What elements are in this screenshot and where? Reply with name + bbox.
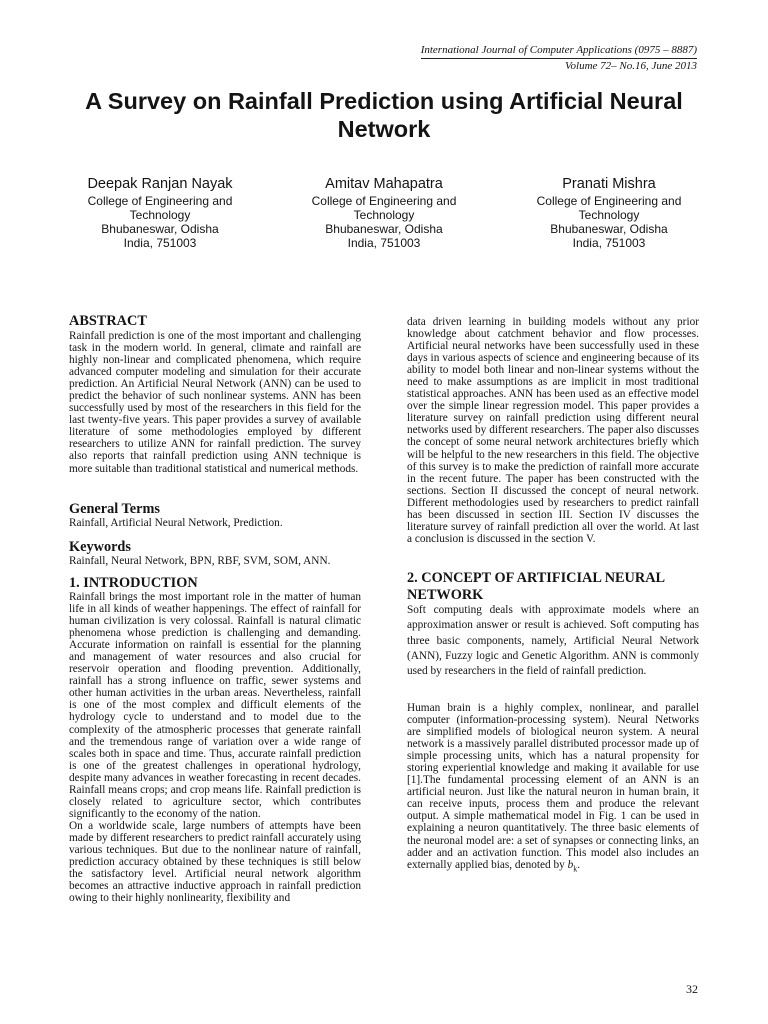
keywords-heading: Keywords bbox=[69, 539, 131, 555]
sentence-end: . bbox=[577, 858, 581, 871]
general-terms-section bbox=[69, 517, 361, 530]
author-country: India, 751003 bbox=[347, 236, 421, 250]
author-city: Bhubaneswar, Odisha bbox=[101, 222, 219, 236]
intro-continued bbox=[407, 316, 699, 545]
concept-paragraph-1: Soft computing deals with approximate models where an approximation answer or result is achieved. Soft computing has three basic components, namely, Artificial Neural Network (ANN), Fuzzy logic and Genetic Algorithm. ANN is commonly used by researchers in the field of rainfall prediction. bbox=[407, 604, 699, 678]
keywords-section bbox=[69, 555, 361, 568]
author-city: Bhubaneswar, Odisha bbox=[325, 222, 443, 236]
abstract-section bbox=[69, 330, 361, 475]
keywords-body: Rainfall, Neural Network, BPN, RBF, SVM, SOM, ANN. bbox=[69, 555, 331, 567]
abstract-body: Rainfall prediction is one of the most important and challenging task in the modern world. In general, climate and rainfall are highly non-linear and complicated phenomena, which require advanced computer modeling and simulation for their accurate prediction. An Artificial Neural Network (ANN) can be used to predict the behavior of such nonlinear systems. ANN has been successfully used by most of the researchers in this field for the last twenty-five years. This paper provides a survey of available literature of some methodologies employed by different researchers to utilize ANN for rainfall prediction. The survey also reports that rainfall prediction using ANN technique is more suitable than traditional statistical and numerical methods. bbox=[69, 330, 361, 475]
author-name: Deepak Ranjan Nayak bbox=[87, 176, 233, 192]
concept-section bbox=[407, 603, 699, 679]
author-block-3 bbox=[499, 175, 719, 250]
author-affiliation: College of Engineering and bbox=[311, 194, 457, 208]
general-terms-heading: General Terms bbox=[69, 501, 160, 517]
author-country: India, 751003 bbox=[572, 236, 646, 250]
paper-title: A Survey on Rainfall Prediction using Artificial Neural Network bbox=[85, 88, 683, 142]
author-affiliation: Technology bbox=[578, 208, 640, 222]
author-country: India, 751003 bbox=[123, 236, 197, 250]
author-affiliation: Technology bbox=[129, 208, 191, 222]
keywords-heading-wrap bbox=[69, 539, 131, 556]
journal-header bbox=[421, 44, 697, 73]
abstract-heading: ABSTRACT bbox=[69, 313, 147, 329]
author-block-2 bbox=[274, 175, 494, 250]
author-block-1 bbox=[50, 175, 270, 250]
author-affiliation: College of Engineering and bbox=[536, 194, 682, 208]
general-terms-heading-wrap bbox=[69, 501, 160, 518]
author-affiliation: College of Engineering and bbox=[87, 194, 233, 208]
bias-subscript: k bbox=[573, 863, 578, 873]
abstract-heading-wrap bbox=[69, 313, 147, 330]
page-number: 32 bbox=[686, 982, 698, 996]
intro-paragraph-3: data driven learning in building models without any prior knowledge about catchment behavior and flow processes. Artificial neural networks have been successfully used in these days in various aspects of science and engineering because of its ability to model both linear and non-linear systems without the need to make assumptions as are implicit in most traditional statistical approaches. ANN has been used as an effective model over the simple linear regression model. This paper provides a literature survey on rainfall prediction using different neural networks used by different researchers. The paper also discusses the concept of some neural network architectures briefly which will be helpful to the new researchers in this field. The objective of this survey is to make the prediction of rainfall more accurate in the recent future. The paper has been constructed with the sections. Section II discussed the concept of neural network. Different methodologies used by researchers to predict rainfall has been discussed in section III. Section IV discusses the literature survey of rainfall prediction all over the world. At last a conclusion is discussed in the section V. bbox=[407, 316, 699, 545]
general-terms-body: Rainfall, Artificial Neural Network, Prediction. bbox=[69, 517, 283, 529]
author-name: Amitav Mahapatra bbox=[325, 176, 443, 192]
concept-heading-wrap bbox=[407, 570, 699, 603]
bias-symbol: b bbox=[567, 858, 574, 871]
journal-volume: Volume 72– No.16, June 2013 bbox=[565, 60, 697, 72]
author-affiliation: Technology bbox=[353, 208, 415, 222]
journal-name: International Journal of Computer Applications (0975 – 8887) bbox=[421, 44, 697, 59]
intro-heading: 1. INTRODUCTION bbox=[69, 575, 198, 591]
intro-paragraph-2: On a worldwide scale, large numbers of attempts have been made by different researchers to predict rainfall accurately using various techniques. But due to the nonlinear nature of rainfall, prediction accuracy obtained by these techniques is still below the satisfactory level. Artificial neural network algorithm becomes an attractive inductive approach in rainfall prediction owing to their highly nonlinearity, flexibility and bbox=[69, 819, 361, 905]
concept-heading: 2. CONCEPT OF ARTIFICIAL NEURAL NETWORK bbox=[407, 570, 665, 603]
concept-section-2 bbox=[407, 702, 699, 875]
author-name: Pranati Mishra bbox=[562, 176, 656, 192]
concept-paragraph-2-text: Human brain is a highly complex, nonlinear, and parallel computer (information-processing system). Neural Networks are simplified models of biological neuron system. A neural network is a massively parallel distributed processor made up of simple processing units, which has a natural propensity for storing experiential knowledge and making it available for use [1].The fundamental processing element of an ANN is an artificial neuron. Just like the natural neuron in human brain, it can receive inputs, process them and produce the relevant output. A simple mathematical model in Fig. 1 can be used in explaining a neuron quantitatively. The three basic elements of the neuronal model are: a set of synapses or connecting links, an adder and an activation function. This model also includes an externally applied bias, denoted by bbox=[407, 702, 699, 871]
author-city: Bhubaneswar, Odisha bbox=[550, 222, 668, 236]
intro-heading-wrap bbox=[69, 575, 198, 592]
intro-section bbox=[69, 591, 361, 904]
intro-paragraph-1: Rainfall brings the most important role in the matter of human life in all kinds of weather happenings. The effect of rainfall for human civilization is very colossal. Rainfall is natural climatic phenomena whose prediction is challenging and demanding. Accurate information on rainfall is essential for the planning and management of water resources and also crucial for reservoir operation and flooding prevention. Additionally, rainfall has a strong influence on traffic, sewer systems and other human activities in the urban areas. Nevertheless, rainfall is one of the most complex and difficult elements of the hydrology cycle to understand and to model due to the complexity of the atmospheric processes that generate rainfall and the tremendous range of variation over a wide range of scales both in space and time. Thus, accurate rainfall prediction is one of the greatest challenges in operational hydrology, despite many advances in weather forecasting in recent decades. Rainfall means crops; and crop means life. Rainfall prediction is closely related to agriculture sector, which contributes significantly to the economy of the nation. bbox=[69, 591, 361, 820]
concept-paragraph-2 bbox=[407, 702, 699, 875]
